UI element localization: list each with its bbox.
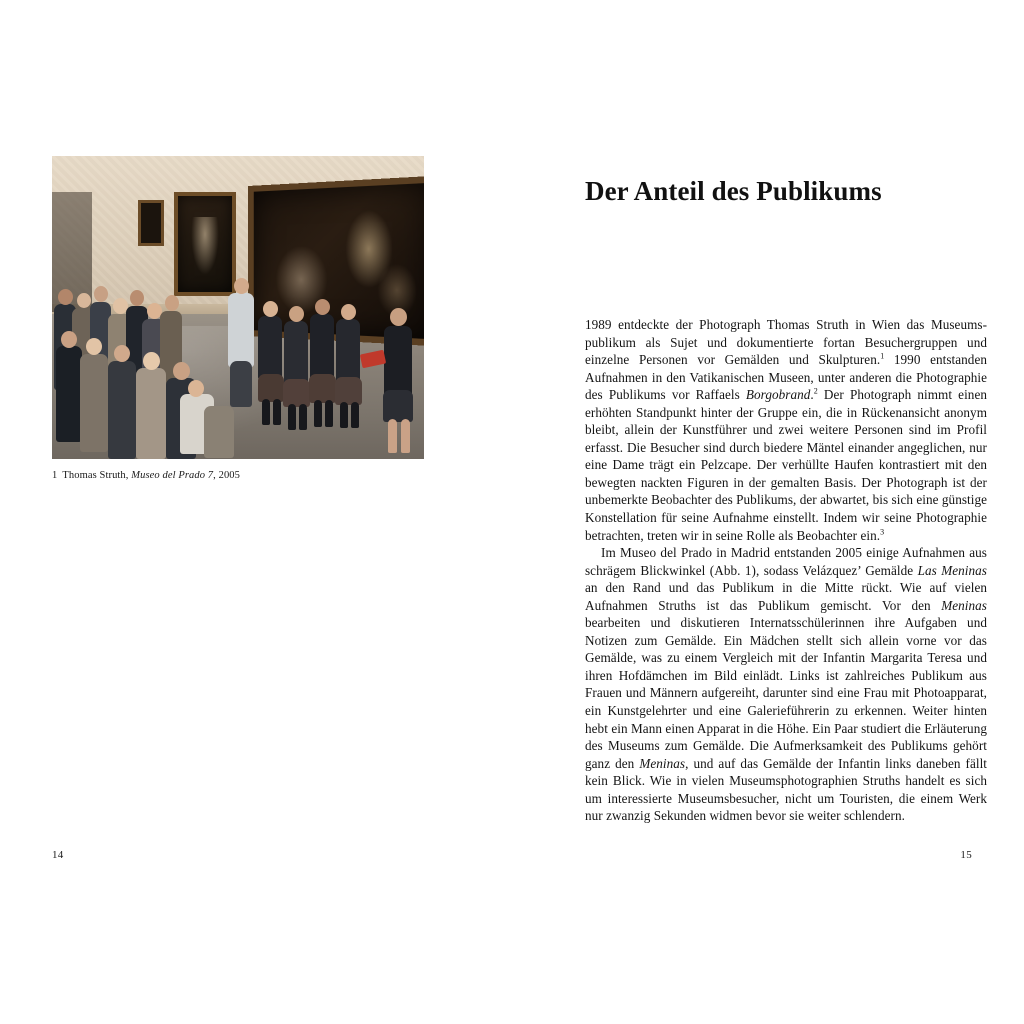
figure-artist: Thomas Struth <box>62 470 126 481</box>
figure-1 <box>52 156 424 483</box>
figure-caption: 1 Thomas Struth, Museo del Prado 7, 2005 <box>52 470 241 481</box>
italic-title: Las Meninas <box>917 562 987 578</box>
figure-year: 2005 <box>218 470 241 481</box>
body-paragraph: 1989 entdeckte der Photograph Thomas Struth in Wien das Museumspublikum als Sujet und dokumentierte fortan Besuchergruppen und einzelne Personen vor Gemälden und Skulpturen.$^1$ 1990 entstanden Aufnahmen in den Vatikanischen Museen, unter anderen die Photographie des Publikums vor Raffaels Borgobrand.$^2$ Der Photograph nimmt einen erhöhten Standpunkt hinter der Gruppe ein, die in Rückenansicht anonym bleibt, allein der Kunstführer und zwei weitere Personen sind im Profil erfasst. Die Besucher sind durch biedere Mäntel einander angeglichen, nur eine Dame trägt ein Pelzcape. Der verhüllte Haufen kontrastiert mit den bewegten nackten Figuren in der gemalten Basis. Der Photograph ist der unbemerkte Beobachter des Publikums, der abwartet, bis sich eine günstige Konstellation für seine Aufnahme einstellt. Indem wir seine Photographie betrachten, treten wir in seine Rolle als Beobachter ein.$^3$ <box>585 317 987 543</box>
figure-work-title: Museo del Prado 7 <box>131 470 214 481</box>
page-title: Der Anteil des Publikums <box>585 176 882 207</box>
museum-photograph-image <box>52 156 424 459</box>
italic-title: Borgobrand <box>745 387 811 403</box>
body-text-column <box>585 316 987 825</box>
figure-number: 1 <box>52 470 58 481</box>
body-paragraph: Im Museo del Prado in Madrid entstanden 2005 einige Aufnahmen aus schrägem Blickwinkel (Abb. 1), sodass Velázquez’ Gemälde Las Meninas an den Rand und das Publikum in die Mitte rückt. Wie auf vielen Aufnahmen Struths ist das Publikum gemischt. Vor den Meninas bearbeiten und diskutieren Internatsschülerinnen ihre Aufgaben und Notizen zum Gemälde. Ein Mädchen stellt sich allein vorne vor das Gemälde, was zu einem Vergleich mit der Infantin Margarita Teresa und ihren Hofdämchen im Bild einlädt. Links ist zahlreiches Publikum aus Frauen und Männern aufgereiht, darunter sind eine Frau mit Photoapparat, ein Kunstgelehrter und eine Galerieführerin zu erkennen. Weiter hinten hebt ein Mann einen Apparat in die Höhe. Ein Paar studiert die Erläuterung des Museums zum Gemälde. Die Aufmerksamkeit des Publikums gehört ganz den Meninas, und auf das Gemälde der Infantin links daneben fällt kein Blick. Wie in vielen Museumsphotographien Struths handelt es sich um interessierte Museumsbesucher, nicht um Touristen, die einem Werk nur zwanzig Sekunden widmen bevor sie weiter schlendern. <box>585 545 987 824</box>
folio-left: 14 <box>52 849 64 861</box>
footnote-marker: 1 <box>880 351 885 361</box>
footnote-marker: 3 <box>880 527 885 537</box>
italic-title: Meninas <box>639 755 686 771</box>
footnote-marker: 2 <box>813 386 818 396</box>
folio-right: 15 <box>960 849 972 861</box>
italic-title: Meninas <box>941 597 987 613</box>
right-page <box>512 0 1024 1024</box>
museum-visitors-crowd <box>52 156 424 459</box>
